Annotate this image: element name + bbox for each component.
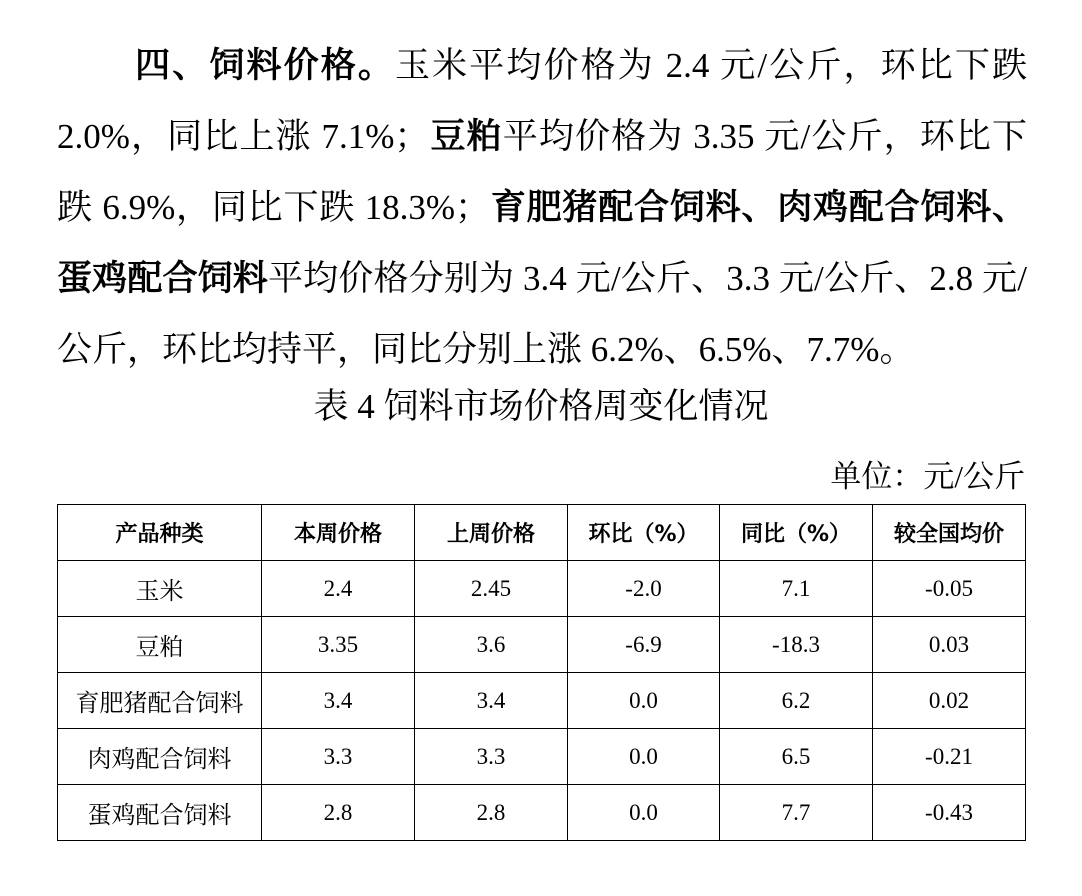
header-last-week-price: 上周价格 — [415, 505, 568, 561]
cell-yoy: 7.1 — [720, 561, 873, 617]
cell-vs-national: 0.03 — [873, 617, 1026, 673]
cell-yoy: 7.7 — [720, 785, 873, 841]
cell-wow: -6.9 — [568, 617, 720, 673]
cell-last-week: 3.3 — [415, 729, 568, 785]
feed-price-paragraph — [57, 30, 1027, 385]
header-this-week-price: 本周价格 — [262, 505, 415, 561]
cell-last-week: 2.8 — [415, 785, 568, 841]
header-vs-national-avg: 较全国均价 — [873, 505, 1026, 561]
cell-product: 育肥猪配合饲料 — [58, 673, 262, 729]
soymeal-price-text: 平均价格为 3.35 元/公斤，环比下跌 6.9%，同比下跌 18.3%； — [57, 117, 1027, 227]
cell-vs-national: -0.21 — [873, 729, 1026, 785]
cell-wow: 0.0 — [568, 785, 720, 841]
table-row — [58, 617, 1026, 673]
compound-feed-price-text: 平均价格分别为 3.4 元/公斤、3.3 元/公斤、2.8 元/公斤，环比均持平，同比分别上涨 6.2%、6.5%、7.7%。 — [57, 259, 1027, 369]
table-row — [58, 561, 1026, 617]
soymeal-label: 豆粕 — [429, 117, 503, 156]
cell-this-week: 3.35 — [262, 617, 415, 673]
feed-price-table — [57, 504, 1026, 841]
header-product-type: 产品种类 — [58, 505, 262, 561]
header-year-on-year: 同比（%） — [720, 505, 873, 561]
cell-vs-national: 0.02 — [873, 673, 1026, 729]
corn-price-text: 玉米平均价格为 2.4 元/公斤，环比下跌 2.0%，同比上涨 7.1%； — [57, 46, 1027, 156]
table-row — [58, 673, 1026, 729]
cell-product: 蛋鸡配合饲料 — [58, 785, 262, 841]
cell-this-week: 3.4 — [262, 673, 415, 729]
cell-vs-national: -0.05 — [873, 561, 1026, 617]
cell-wow: -2.0 — [568, 561, 720, 617]
cell-yoy: -18.3 — [720, 617, 873, 673]
table-row — [58, 729, 1026, 785]
cell-last-week: 2.45 — [415, 561, 568, 617]
section-heading: 四、饲料价格。 — [133, 46, 395, 85]
cell-product: 肉鸡配合饲料 — [58, 729, 262, 785]
compound-feed-labels: 育肥猪配合饲料、肉鸡配合饲料、蛋鸡配合饲料 — [57, 188, 1027, 298]
cell-wow: 0.0 — [568, 673, 720, 729]
cell-yoy: 6.2 — [720, 673, 873, 729]
cell-last-week: 3.6 — [415, 617, 568, 673]
table-title: 表 4 饲料市场价格周变化情况 — [313, 387, 769, 426]
cell-this-week: 2.4 — [262, 561, 415, 617]
cell-last-week: 3.4 — [415, 673, 568, 729]
cell-product: 玉米 — [58, 561, 262, 617]
header-week-on-week: 环比（%） — [568, 505, 720, 561]
cell-vs-national: -0.43 — [873, 785, 1026, 841]
unit-label: 单位：元/公斤 — [830, 459, 1025, 494]
table-header-row — [58, 505, 1026, 561]
cell-wow: 0.0 — [568, 729, 720, 785]
cell-this-week: 3.3 — [262, 729, 415, 785]
cell-product: 豆粕 — [58, 617, 262, 673]
table-row — [58, 785, 1026, 841]
cell-this-week: 2.8 — [262, 785, 415, 841]
cell-yoy: 6.5 — [720, 729, 873, 785]
